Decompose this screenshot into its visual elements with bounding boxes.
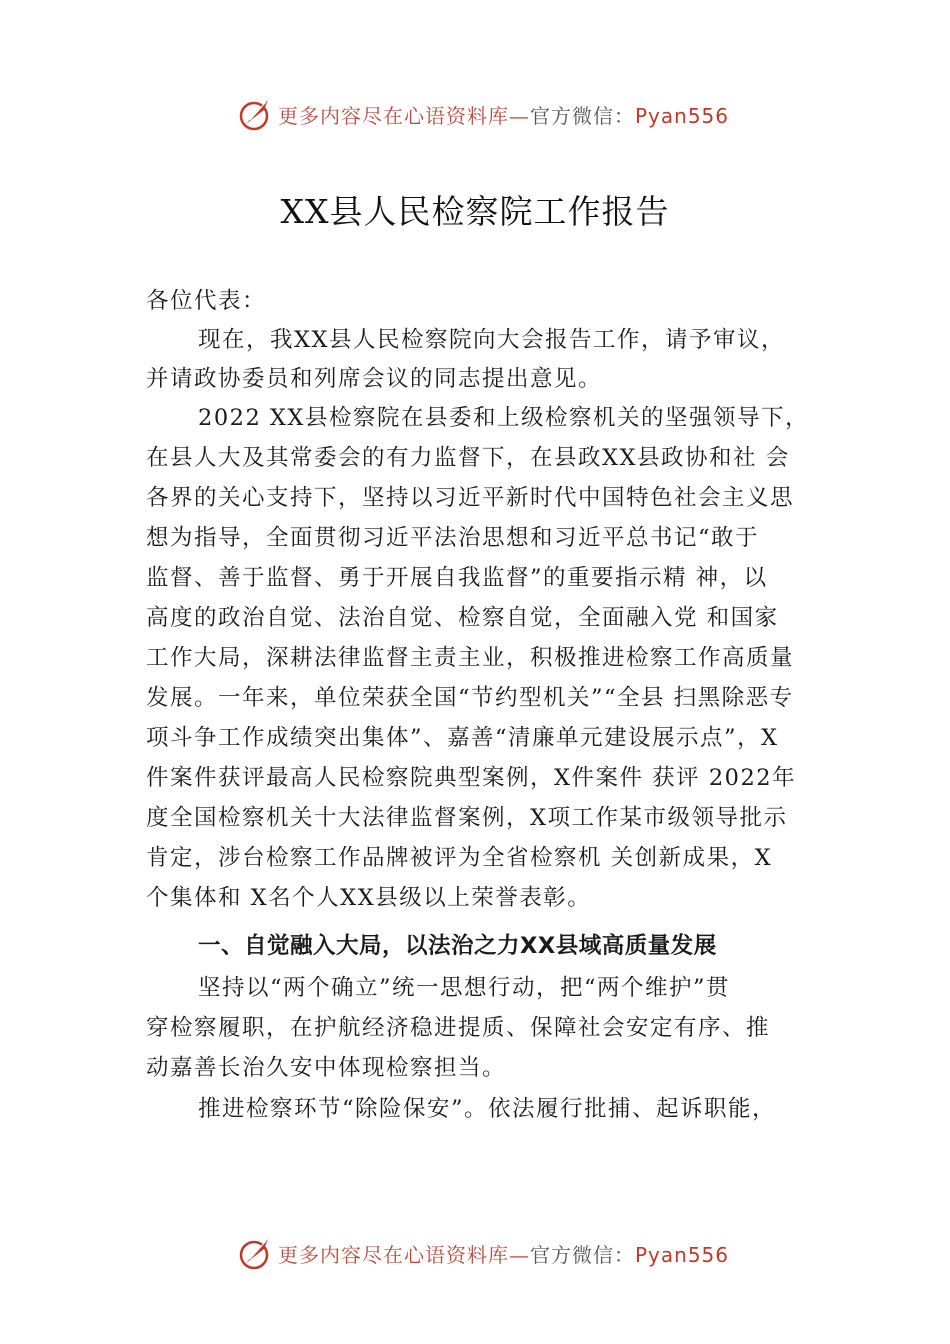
paragraph-line: 在县人大及其常委会的有力监督下，在县政XX县政协和社 会 [146, 445, 790, 471]
banner-text: 更多内容尽在心语资料库—官方微信：Pyan556 [278, 1242, 730, 1267]
paragraph-line: 动嘉善长治久安中体现检察担当。 [146, 1055, 507, 1081]
paragraph-line: 想为指导，全面贯彻习近平法治思想和习近平总书记“敢于 [146, 525, 760, 551]
quill-logo-icon [238, 1235, 274, 1271]
paragraph-line: 2022 XX县检察院在县委和上级检察机关的坚强领导下， [198, 405, 809, 431]
paragraph-line: 并请政协委员和列席会议的同志提出意见。 [146, 366, 603, 392]
paragraph-line: 肯定，涉台检察工作品牌被评为全省检察机 关创新成果，X [146, 845, 773, 871]
footer-banner [0, 1231, 950, 1275]
paragraph-line: 推进检察环节“除险保安”。依法履行批捕、起诉职能， [198, 1096, 777, 1122]
quill-logo-icon [238, 96, 274, 132]
paragraph-line: 穿检察履职，在护航经济稳进提质、保障社会安定有序、推 [146, 1015, 771, 1041]
paragraph-line: 发展。一年来，单位荣获全国“节约型机关”“全县 扫黑除恶专 [146, 685, 794, 711]
header-banner [0, 92, 950, 136]
paragraph-line: 各界的关心支持下，坚持以习近平新时代中国特色社会主义思 [146, 485, 795, 511]
paragraph-line: 工作大局，深耕法律监督主责主业，积极推进检察工作高质量 [146, 645, 795, 671]
paragraph-line: 度全国检察机关十大法律监督案例，X项工作某市级领导批示 [146, 805, 788, 831]
paragraph-line: 件案件获评最高人民检察院典型案例，X件案件 获评 2022年 [146, 765, 797, 791]
paragraph-line: 高度的政治自觉、法治自觉、检察自觉，全面融入党 和国家 [146, 605, 779, 631]
salutation: 各位代表： [146, 288, 267, 314]
document-title: XX县人民检察院工作报告 [280, 192, 670, 231]
paragraph-line: 项斗争工作成绩突出集体”、嘉善“清廉单元建设展示点”，X [146, 725, 779, 751]
paragraph-line: 监督、善于监督、勇于开展自我监督”的重要指示精 神，以 [146, 565, 768, 591]
paragraph-line: 坚持以“两个确立”统一思想行动，把“两个维护”贯 [198, 975, 731, 1001]
banner-text: 更多内容尽在心语资料库—官方微信：Pyan556 [278, 103, 730, 128]
paragraph-line: 个集体和 X名个人XX县级以上荣誉表彰。 [146, 885, 592, 911]
paragraph-line: 现在，我XX县人民检察院向大会报告工作，请予审议， [198, 327, 786, 353]
section-heading: 一、自觉融入大局，以法治之力XX县域高质量发展 [198, 933, 717, 959]
